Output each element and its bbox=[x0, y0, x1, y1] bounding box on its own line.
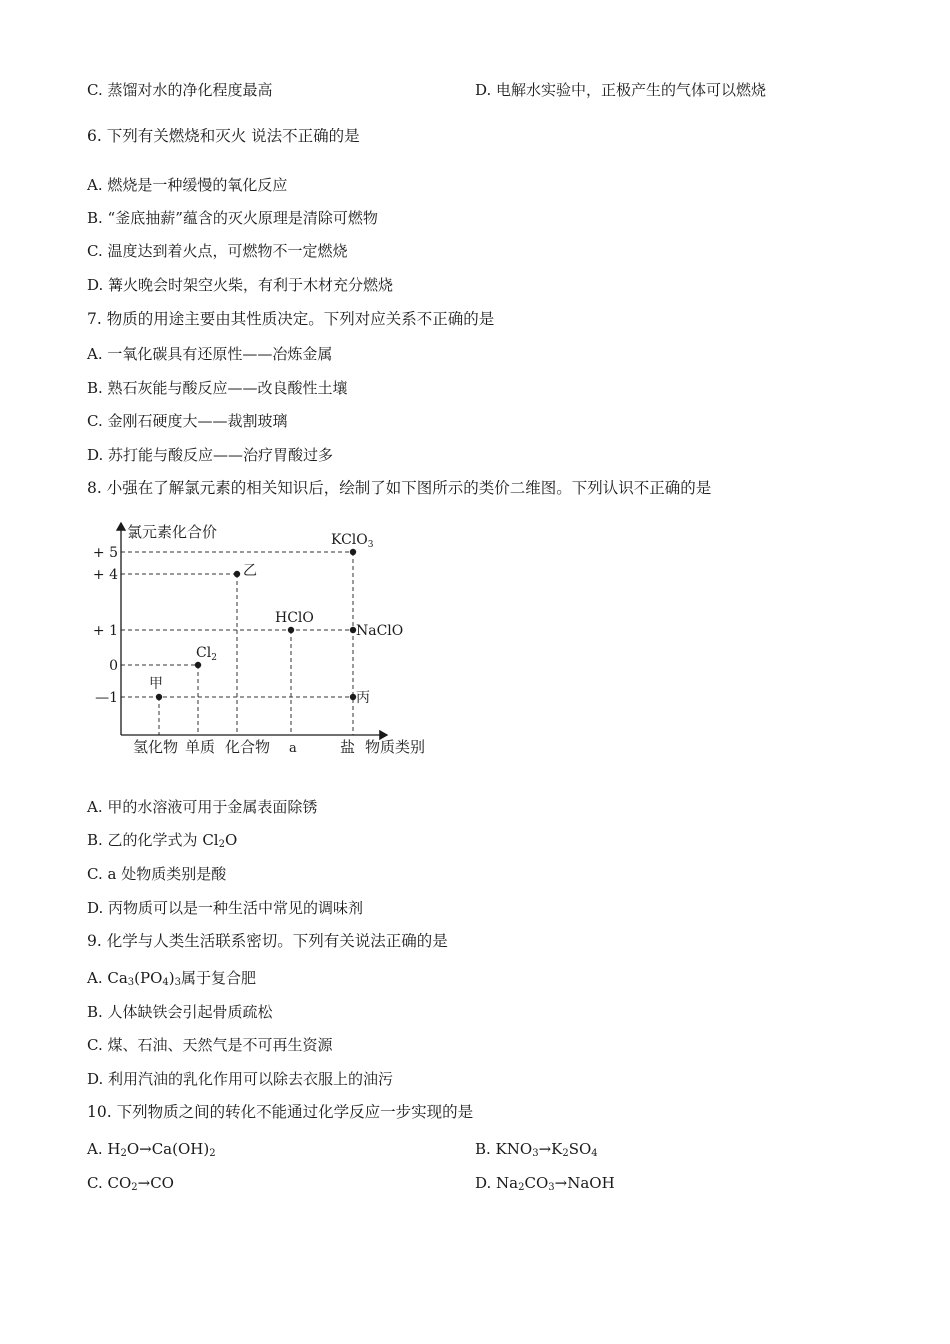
subscript: 3 bbox=[548, 1182, 555, 1193]
text: ) bbox=[168, 969, 175, 987]
subscript: 3 bbox=[174, 977, 182, 988]
x-category-label: 化合物 bbox=[225, 738, 271, 756]
subscript: 3 bbox=[127, 977, 135, 988]
subscript: 2 bbox=[218, 839, 225, 850]
text: 属于复合肥 bbox=[181, 969, 257, 987]
text: C. CO bbox=[87, 1174, 132, 1192]
q6-option-d: D. 篝火晚会时架空火柴，有利于木材充分燃烧 bbox=[87, 276, 394, 294]
subscript: 2 bbox=[120, 1148, 127, 1159]
q9-stem: 9. 化学与人类生活联系密切。下列有关说法正确的是 bbox=[87, 932, 448, 950]
q8-stem: 8. 小强在了解氯元素的相关知识后，绘制了如下图所示的类价二维图。下列认识不正确的是 bbox=[87, 479, 712, 497]
q10-option-d bbox=[475, 1173, 615, 1193]
subscript: 4 bbox=[591, 1148, 598, 1159]
text: CO bbox=[524, 1174, 549, 1192]
text: D. Na bbox=[475, 1174, 519, 1192]
subscript: 2 bbox=[209, 1148, 216, 1159]
subscript: 2 bbox=[518, 1182, 525, 1193]
text: A. Ca bbox=[87, 969, 128, 987]
data-point bbox=[288, 627, 294, 633]
y-tick-label: 0 bbox=[109, 658, 118, 674]
q7-option-c: C. 金刚石硬度大——裁割玻璃 bbox=[87, 412, 288, 430]
x-category-label: 盐 bbox=[340, 738, 356, 756]
text: (PO bbox=[134, 969, 163, 987]
q7-option-a: A. 一氧化碳具有还原性——冶炼金属 bbox=[87, 345, 333, 363]
y-tick-label: + 5 bbox=[92, 545, 118, 561]
subscript: 2 bbox=[131, 1182, 138, 1193]
text: →CO bbox=[137, 1174, 174, 1192]
text: A. H bbox=[87, 1140, 121, 1158]
data-point-label: HClO bbox=[275, 610, 314, 626]
q8-option-a: A. 甲的水溶液可用于金属表面除锈 bbox=[87, 798, 318, 816]
subscript: 4 bbox=[162, 977, 169, 988]
x-category-label: 氢化物 bbox=[133, 738, 179, 756]
q7-option-d: D. 苏打能与酸反应——治疗胃酸过多 bbox=[87, 446, 334, 464]
label-subscript: 3 bbox=[367, 540, 374, 550]
data-point bbox=[350, 549, 356, 555]
text: SO bbox=[568, 1140, 592, 1158]
q7-option-b: B. 熟石灰能与酸反应——改良酸性土壤 bbox=[87, 379, 348, 397]
data-point bbox=[195, 662, 201, 668]
q6-option-c: C. 温度达到着火点，可燃物不一定燃烧 bbox=[87, 242, 348, 260]
text: B. KNO bbox=[475, 1140, 533, 1158]
y-tick-label: + 1 bbox=[92, 623, 118, 639]
data-point-label: $Cl_2$ bbox=[196, 645, 217, 663]
data-point-label: 丙 bbox=[356, 690, 370, 706]
q10-option-b bbox=[475, 1139, 598, 1159]
data-point-label: NaClO bbox=[356, 623, 404, 639]
y-tick-label: —1 bbox=[95, 690, 118, 706]
data-point-label: 甲 bbox=[149, 676, 163, 692]
label-subscript: 2 bbox=[211, 653, 217, 663]
q7-stem: 7. 物质的用途主要由其性质决定。下列对应关系不正确的是 bbox=[87, 310, 495, 328]
q10-option-a bbox=[87, 1139, 216, 1159]
x-axis-label: 物质类别 bbox=[365, 738, 426, 756]
q9-option-c: C. 煤、石油、天然气是不可再生资源 bbox=[87, 1036, 333, 1054]
q9-option-b: B. 人体缺铁会引起骨质疏松 bbox=[87, 1003, 273, 1021]
q8-option-b-text-end: O bbox=[224, 831, 238, 849]
y-axis-label: 氯元素化合价 bbox=[127, 523, 218, 541]
q8-option-b bbox=[87, 830, 237, 850]
text: →K bbox=[538, 1140, 563, 1158]
text: O→Ca(OH) bbox=[126, 1140, 210, 1158]
subscript: 3 bbox=[532, 1148, 539, 1159]
text: →NaOH bbox=[554, 1174, 615, 1192]
q5-option-d: D. 电解水实验中，正极产生的气体可以燃烧 bbox=[475, 81, 767, 99]
x-category-label: a bbox=[289, 741, 297, 756]
q6-stem: 6. 下列有关燃烧和灭火 说法不正确的是 bbox=[87, 127, 360, 145]
data-point-label: KClO$_3$ bbox=[331, 532, 374, 550]
subscript: 2 bbox=[562, 1148, 569, 1159]
q10-option-c bbox=[87, 1173, 174, 1193]
data-point bbox=[234, 571, 240, 577]
q8-option-b-text: B. 乙的化学式为 Cl bbox=[87, 831, 219, 849]
x-category-label: 单质 bbox=[185, 738, 216, 756]
y-tick-label: + 4 bbox=[92, 567, 118, 583]
q10-stem: 10. 下列物质之间的转化不能通过化学反应一步实现的是 bbox=[87, 1103, 474, 1121]
q9-option-d: D. 利用汽油的乳化作用可以除去衣服上的油污 bbox=[87, 1070, 394, 1088]
q9-option-a bbox=[87, 968, 256, 988]
valence-category-chart bbox=[85, 515, 445, 760]
q8-option-c: C. a 处物质类别是酸 bbox=[87, 865, 227, 883]
q8-option-d: D. 丙物质可以是一种生活中常见的调味剂 bbox=[87, 899, 364, 917]
data-point bbox=[156, 694, 162, 700]
q6-option-a: A. 燃烧是一种缓慢的氧化反应 bbox=[87, 176, 288, 194]
q6-option-b: B. “釜底抽薪”蕴含的灭火原理是清除可燃物 bbox=[87, 209, 378, 227]
q5-option-c: C. 蒸馏对水的净化程度最高 bbox=[87, 81, 273, 99]
data-point-label: 乙 bbox=[243, 563, 257, 579]
